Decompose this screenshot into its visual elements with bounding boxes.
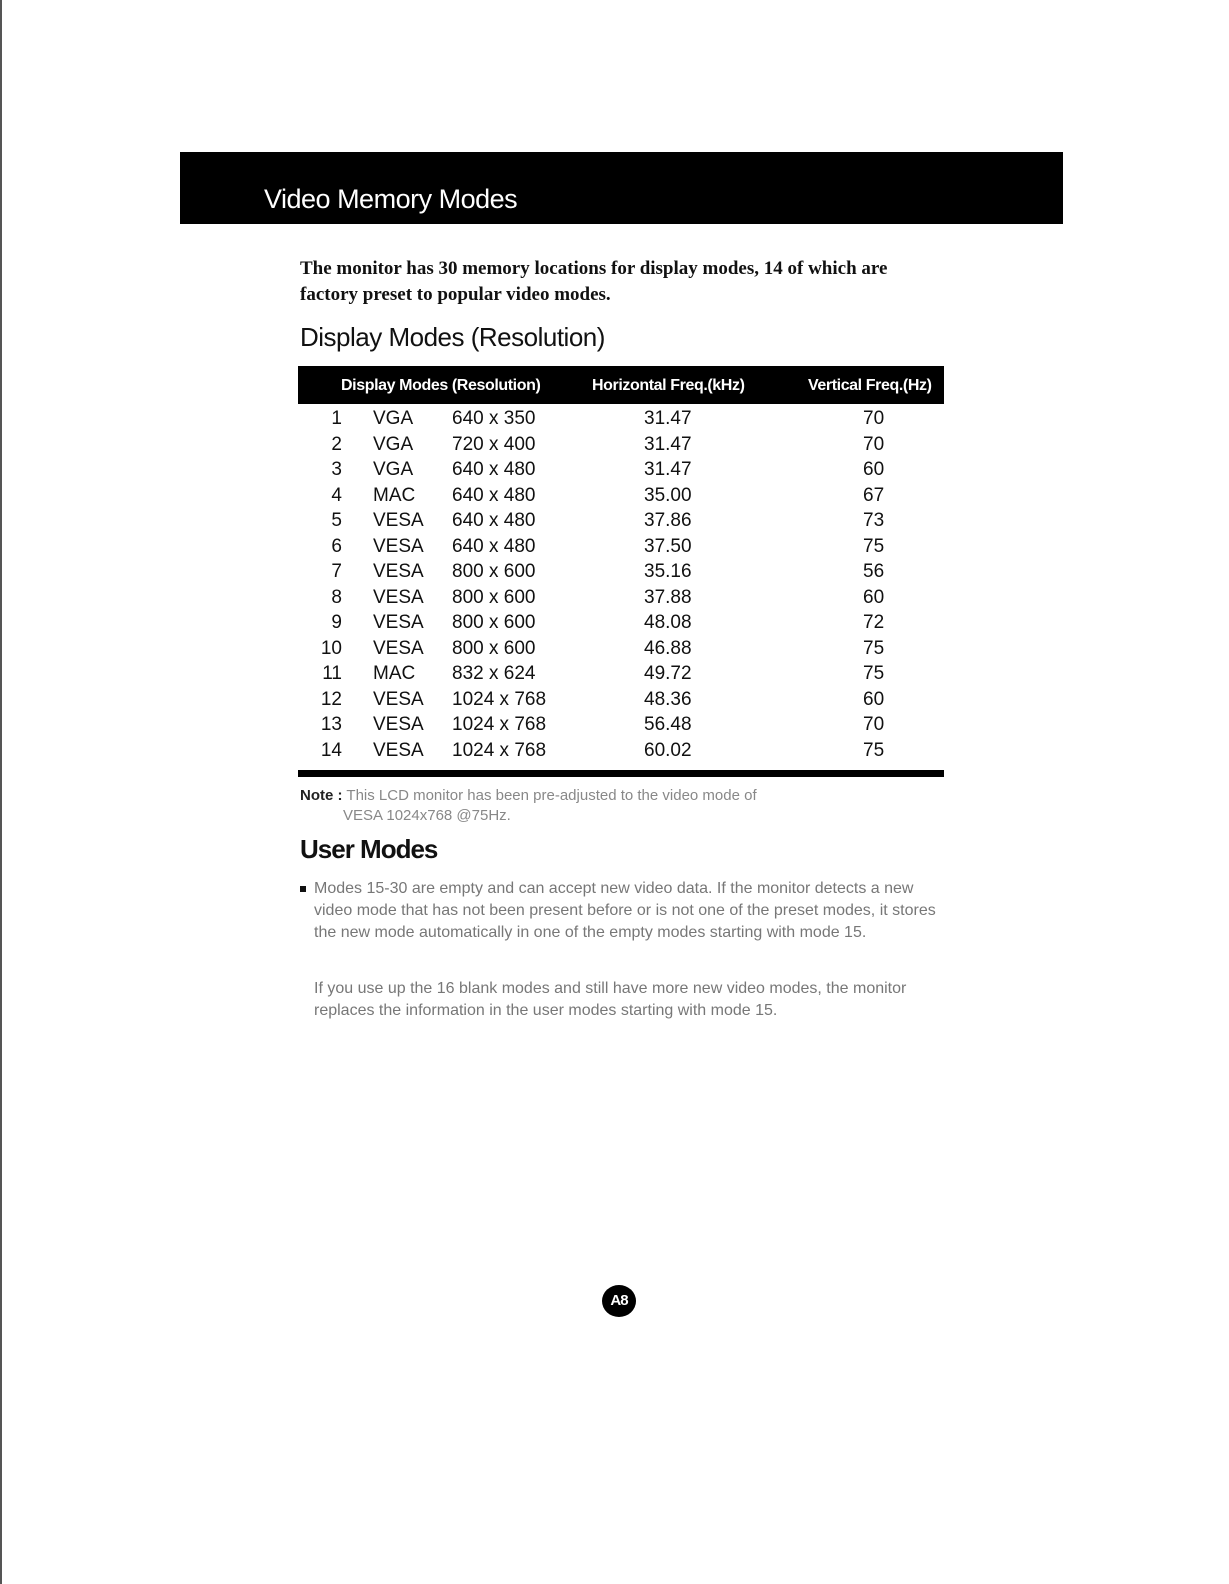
page-number-badge: A8 bbox=[602, 1285, 636, 1317]
table-row bbox=[298, 408, 944, 434]
row-horizontal-freq: 31.47 bbox=[644, 459, 692, 480]
row-number: 10 bbox=[320, 637, 342, 659]
row-number: 2 bbox=[331, 433, 342, 455]
row-horizontal-freq: 37.88 bbox=[644, 586, 692, 608]
row-standard: MAC bbox=[373, 484, 416, 506]
row-horizontal-freq: 35.16 bbox=[644, 561, 692, 582]
row-horizontal-freq: 56.48 bbox=[644, 714, 692, 735]
row-vertical-freq: 75 bbox=[863, 637, 885, 659]
row-resolution: 800 x 600 bbox=[452, 561, 536, 582]
row-standard: MAC bbox=[373, 663, 416, 684]
table-row bbox=[298, 459, 944, 485]
table-row bbox=[298, 740, 944, 766]
row-standard: VESA bbox=[373, 510, 424, 531]
row-number: 7 bbox=[331, 561, 342, 582]
row-standard: VGA bbox=[373, 408, 414, 429]
row-vertical-freq: 56 bbox=[863, 561, 885, 582]
row-number: 9 bbox=[331, 612, 342, 633]
row-vertical-freq: 75 bbox=[863, 663, 885, 684]
note-label: Note : bbox=[300, 787, 343, 804]
row-horizontal-freq: 48.08 bbox=[644, 612, 692, 633]
row-resolution: 800 x 600 bbox=[452, 586, 536, 608]
row-standard: VESA bbox=[373, 688, 424, 710]
row-resolution: 800 x 600 bbox=[452, 612, 536, 633]
row-horizontal-freq: 35.00 bbox=[644, 484, 692, 506]
table-row bbox=[298, 536, 944, 562]
table-row bbox=[298, 510, 944, 536]
header-bar bbox=[180, 152, 1063, 224]
row-number: 13 bbox=[320, 714, 342, 735]
row-resolution: 640 x 350 bbox=[452, 408, 536, 429]
table-row bbox=[298, 587, 944, 613]
row-horizontal-freq: 46.88 bbox=[644, 637, 692, 659]
row-resolution: 640 x 480 bbox=[452, 484, 536, 506]
row-resolution: 640 x 480 bbox=[452, 510, 536, 531]
user-modes-heading: User Modes bbox=[300, 834, 438, 864]
row-number: 8 bbox=[331, 586, 342, 608]
user-modes-paragraph-2: If you use up the 16 blank modes and still have more new video modes, the monitor replaces the information in the user modes starting with mode 15. bbox=[314, 980, 907, 1019]
row-vertical-freq: 75 bbox=[863, 739, 885, 761]
row-resolution: 720 x 400 bbox=[452, 433, 536, 455]
row-resolution: 640 x 480 bbox=[452, 459, 536, 480]
row-resolution: 1024 x 768 bbox=[452, 688, 547, 710]
row-number: 11 bbox=[322, 663, 342, 684]
table-row bbox=[298, 689, 944, 715]
row-horizontal-freq: 31.47 bbox=[644, 408, 692, 429]
row-number: 12 bbox=[320, 688, 342, 710]
display-modes-heading: Display Modes (Resolution) bbox=[300, 322, 605, 352]
table-row bbox=[298, 561, 944, 587]
row-vertical-freq: 60 bbox=[863, 459, 885, 480]
row-vertical-freq: 60 bbox=[863, 586, 885, 608]
note-line1: This LCD monitor has been pre-adjusted to the video mode of bbox=[346, 787, 757, 804]
page-title: Video Memory Modes bbox=[264, 184, 518, 214]
row-number: 6 bbox=[331, 535, 342, 557]
row-standard: VGA bbox=[373, 433, 414, 455]
row-standard: VGA bbox=[373, 459, 414, 480]
table-row bbox=[298, 663, 944, 689]
row-standard: VESA bbox=[373, 739, 424, 761]
row-vertical-freq: 70 bbox=[863, 433, 885, 455]
column-header-display-modes: Display Modes (Resolution) bbox=[341, 377, 541, 394]
page-edge-rule bbox=[0, 0, 2, 1584]
row-horizontal-freq: 48.36 bbox=[644, 688, 692, 710]
note bbox=[300, 786, 757, 826]
table-header bbox=[298, 366, 944, 404]
row-vertical-freq: 75 bbox=[863, 535, 885, 557]
row-vertical-freq: 70 bbox=[863, 408, 885, 429]
column-header-vertical-freq: Vertical Freq.(Hz) bbox=[808, 377, 932, 394]
row-resolution: 832 x 624 bbox=[452, 663, 536, 684]
row-vertical-freq: 73 bbox=[863, 510, 885, 531]
row-vertical-freq: 72 bbox=[863, 612, 885, 633]
user-modes-text-1: Modes 15-30 are empty and can accept new video data. If the monitor detects a new video mode that has not been present before or is not one of the preset modes, it stores the new mode automatically in one of the empty modes starting with mode 15. bbox=[314, 880, 936, 941]
row-resolution: 1024 x 768 bbox=[452, 739, 547, 761]
row-number: 5 bbox=[331, 510, 342, 531]
row-horizontal-freq: 60.02 bbox=[644, 739, 692, 761]
row-standard: VESA bbox=[373, 637, 424, 659]
row-standard: VESA bbox=[373, 535, 424, 557]
row-number: 1 bbox=[331, 408, 342, 429]
intro-paragraph: The monitor has 30 memory locations for display modes, 14 of which are factory preset to popular video modes. bbox=[300, 258, 888, 305]
row-resolution: 800 x 600 bbox=[452, 637, 536, 659]
table-row bbox=[298, 638, 944, 664]
row-number: 3 bbox=[331, 459, 342, 480]
row-standard: VESA bbox=[373, 586, 424, 608]
row-horizontal-freq: 49.72 bbox=[644, 663, 692, 684]
row-horizontal-freq: 31.47 bbox=[644, 433, 692, 455]
table-row bbox=[298, 612, 944, 638]
row-vertical-freq: 60 bbox=[863, 688, 885, 710]
row-vertical-freq: 67 bbox=[863, 484, 885, 506]
row-horizontal-freq: 37.86 bbox=[644, 510, 692, 531]
row-vertical-freq: 70 bbox=[863, 714, 885, 735]
row-number: 4 bbox=[331, 484, 342, 506]
column-header-horizontal-freq: Horizontal Freq.(kHz) bbox=[592, 377, 745, 394]
row-standard: VESA bbox=[373, 561, 424, 582]
row-resolution: 1024 x 768 bbox=[452, 714, 547, 735]
table-bottom-rule bbox=[298, 770, 944, 777]
row-standard: VESA bbox=[373, 612, 424, 633]
table-row bbox=[298, 485, 944, 511]
note-line2: VESA 1024x768 @75Hz. bbox=[343, 807, 511, 824]
row-resolution: 640 x 480 bbox=[452, 535, 536, 557]
display-modes-table bbox=[298, 408, 944, 765]
table-row bbox=[298, 714, 944, 740]
bullet-icon bbox=[300, 886, 306, 892]
row-standard: VESA bbox=[373, 714, 424, 735]
row-number: 14 bbox=[320, 739, 342, 761]
row-horizontal-freq: 37.50 bbox=[644, 535, 692, 557]
user-modes-paragraph-1 bbox=[314, 878, 939, 944]
table-row bbox=[298, 434, 944, 460]
